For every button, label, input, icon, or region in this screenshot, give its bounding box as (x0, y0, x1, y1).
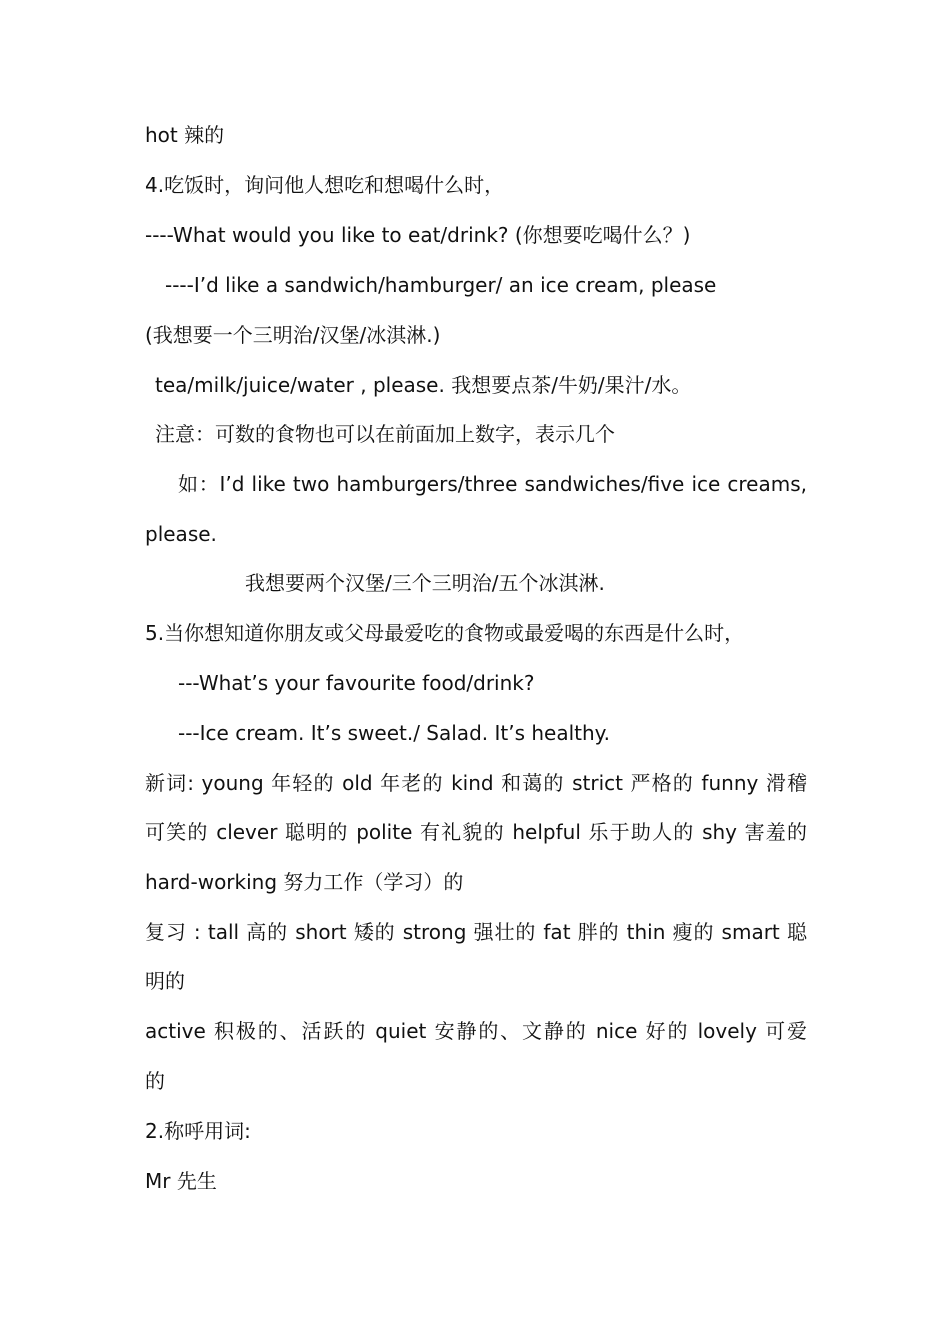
note-line: 注意：可数的食物也可以在前面加上数字，表示几个 (155, 422, 615, 446)
review-line-1: 复习 : tall 高的 short 矮的 strong 强壮的 fat 胖的 thin 瘦的 smart 聪 (145, 920, 807, 944)
review-line-2: 明的 (145, 969, 185, 993)
new-words-line-1: 新词: young 年轻的 old 年老的 kind 和蔼的 strict 严格的 funny 滑稽 (145, 771, 807, 795)
dialogue-question-eat-drink: ----What would you like to eat/drink? (你想要吃喝什么？) (145, 223, 691, 247)
dialogue-question-favourite: ---What’s your favourite food/drink? (178, 671, 535, 695)
review-line-3: active 积极的、活跃的 quiet 安静的、文静的 nice 好的 lovely 可爱 (145, 1019, 807, 1043)
section-heading-2: 2.称呼用词: (145, 1119, 251, 1143)
section-heading-4: 4.吃饭时，询问他人想吃和想喝什么时， (145, 173, 505, 197)
review-line-4: 的 (145, 1069, 165, 1093)
section-heading-5: 5.当你想知道你朋友或父母最爱吃的食物或最爱喝的东西是什么时， (145, 621, 745, 645)
dialogue-answer-id-like: ----I’d like a sandwich/hamburger/ an ice cream, please (165, 273, 717, 297)
example-line-continued: please. (145, 522, 217, 546)
new-words-line-3: hard-working 努力工作（学习）的 (145, 870, 464, 894)
dialogue-answer-favourite: ---Ice cream. It’s sweet./ Salad. It’s healthy. (178, 721, 611, 745)
example-line: 如：I’d like two hamburgers/three sandwiches/five ice creams, (178, 472, 807, 496)
new-words-line-2: 可笑的 clever 聪明的 polite 有礼貌的 helpful 乐于助人的 shy 害羞的 (145, 820, 807, 844)
drinks-line: tea/milk/juice/water , please. 我想要点茶/牛奶/果汁/水。 (155, 373, 692, 397)
text-line-hot: hot 辣的 (145, 123, 225, 147)
title-mr-line: Mr 先生 (145, 1169, 217, 1193)
example-translation: 我想要两个汉堡/三个三明治/五个冰淇淋. (245, 571, 605, 595)
translation-line: (我想要一个三明治/汉堡/冰淇淋.) (145, 323, 441, 347)
